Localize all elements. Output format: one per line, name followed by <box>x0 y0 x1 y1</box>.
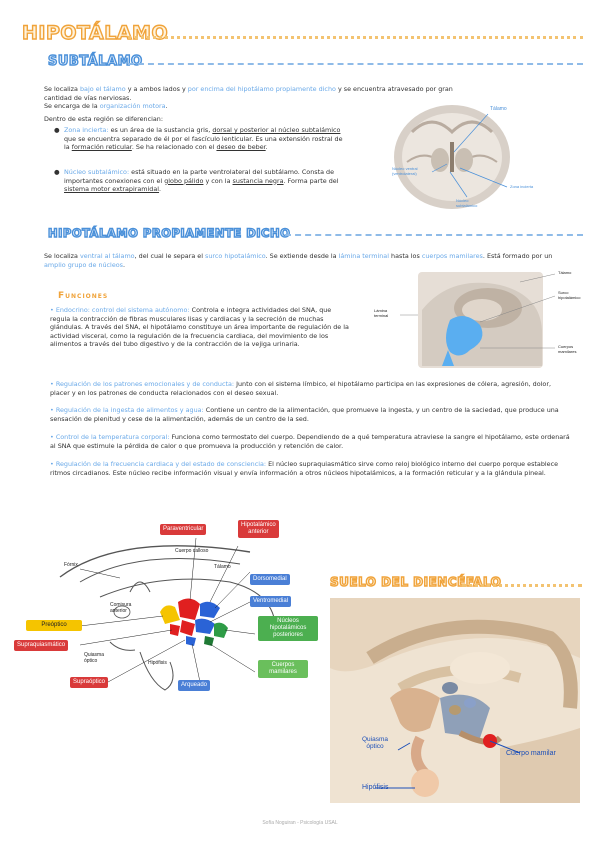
funcion-item-5: • Regulación de la frecuencia cardiaca y del estado de consciencia: El núcleo supraquiasmático sirve como reloj biológico interno del cuerpo porque establece ritmos circadianos. Este núcleo recibe información visual y envía información a otros núcleos hipotalámicos, a la formación reticular y a la glándula pineal. <box>50 460 559 477</box>
ventromedial-label: Ventromedial <box>250 596 291 607</box>
cuerpos-label: Cuerpos mamilares <box>558 344 577 354</box>
preoptico-label: Preóptico <box>26 620 82 631</box>
propio-intro: Se localiza ventral al tálamo, del cual le separa el surco hipotalámico. Se extiende desde la lámina terminal hasta los cuerpos mamilares. Está formado por un amplio grupo de núcleos. <box>44 252 553 269</box>
dorsomedial-label: Dorsomedial <box>250 574 290 585</box>
subtalamo-subintro: Dentro de esta región se diferencian: <box>44 115 163 123</box>
cuerpo-mamilar-label: Cuerpo mamilar <box>506 750 556 757</box>
talamo-diagram-label: Tálamo <box>214 564 231 570</box>
funcion-item-4: • Control de la temperatura corporal: Funciona como termostato del cuerpo. Dependiendo de a qué temperatura atraviese la sangre el hipotálamo, este ordenará al SNA que estimule la pérdida de calor o que promueva la producción y retención de calor. <box>50 433 570 450</box>
comisura-label: Comisura anterior <box>110 602 132 614</box>
anterior-label: Hipotalámico anterior <box>238 520 279 538</box>
nucleo-subtalamico-item: Núcleo subtalámico: está situado en la parte ventrolateral del subtálamo. Consta de importantes conexiones con el globo pálido y con la sustancia negra. Forma parte del sistema motor extrapiramidal. <box>64 168 339 194</box>
suelo-heading: SUELO DEL DIENCÉFALO <box>330 575 502 589</box>
title-divider <box>128 36 583 39</box>
nucleo-subtalamico-label: Núcleo subtalámico <box>456 198 478 208</box>
bullet-dot-2: ● <box>54 168 60 176</box>
supraquiasmatico-label: Supraquiasmático <box>14 640 68 651</box>
cuerpo-calloso-label: Cuerpo calloso <box>175 548 209 554</box>
paraventricular-label: Paraventricular <box>160 524 206 535</box>
sagittal-talamo-label: Tálamo <box>558 270 572 275</box>
lamina-label: Lámina terminal <box>374 308 389 318</box>
funciones-heading: Funciones <box>58 291 109 301</box>
coronal-brain-figure <box>392 102 542 212</box>
suelo-divider <box>462 584 582 587</box>
nucleo-ventral-label: Núcleo ventral (ventrolateral) <box>392 166 418 176</box>
bullet-dot-1: ● <box>54 126 60 134</box>
posteriores-label: Núcleos hipotalámicos posteriores <box>258 616 318 641</box>
zona-incierta-item: Zona incierta: es un área de la sustancia gris, dorsal y posterior al núcleo subtalámico que se encuentra separado de él por el fascículo lenticular. Es una extensión rostral de la formación reticular. Se ha relacionado con el deseo de beber. <box>64 126 343 152</box>
subtalamo-heading: SUBTÁLAMO <box>48 54 143 69</box>
zona-incierta-label: Zona incierta <box>510 184 534 189</box>
suelo-quiasma-label: Quiasma óptico <box>362 736 389 750</box>
quiasma-diagram-label: Quiasma óptico <box>84 652 105 664</box>
page-title: HIPOTÁLAMO <box>22 22 169 44</box>
surco-label: Surco hipotalámico <box>558 290 581 300</box>
subtalamo-divider <box>128 63 583 65</box>
talamo-label: Tálamo <box>490 106 507 112</box>
arqueado-label: Arqueado <box>178 680 210 691</box>
propio-divider <box>285 234 583 236</box>
suelo-hipofisis-label: Hipófisis <box>362 784 389 791</box>
hipofisis-diagram-label: Hipófisis <box>148 660 167 666</box>
funcion-item-2: • Regulación de los patrones emocionales y de conducta: Junto con el sistema límbico, el hipotálamo participa en las expresiones de cólera, agresión, dolor, placer y en los patrones de conducta relacionados con el deseo sexual. <box>50 380 551 397</box>
propio-heading: HIPOTÁLAMO PROPIAMENTE DICHO <box>48 226 291 240</box>
footer-credit: Sofía Noguiran - Psicología USAL <box>262 820 338 826</box>
mamilares-label: Cuerpos mamilares <box>258 660 308 678</box>
supraoptico-label: Supraóptico <box>70 677 108 688</box>
subtalamo-intro: Se localiza bajo el tálamo y a ambos lados y por encima del hipotálamo propiamente dicho y se encuentra atravesado por gran cantidad de vías nerviosas. Se encarga de la organización motora. <box>44 85 453 111</box>
nuclei-diagram <box>0 512 330 712</box>
funcion-item-3: • Regulación de la ingesta de alimentos y agua: Contiene un centro de la alimentación, que promueve la ingesta, y un centro de la saciedad, que produce una sensación de plenitud y cese de la alimentación, además de un centro de la sed. <box>50 406 559 423</box>
sagittal-hypothalamus-figure <box>370 270 580 370</box>
fornix-label: Fórnix <box>64 562 78 568</box>
suelo-figure <box>330 598 580 803</box>
funcion-item-1: • Endocrino: control del sistema autónomo: Controla e integra actividades del SNA, que regula la contracción de fibras musculares lisas y cardiacas y la secreción de muchas glándulas. A través del SNA, el hipotálamo constituye un área importante de regulación de la actividad visceral, como la regulación de la frecuencia cardiaca, del movimiento de los alimentos a través del tubo digestivo y de la contracción de la vejiga urinaria. <box>50 306 349 349</box>
